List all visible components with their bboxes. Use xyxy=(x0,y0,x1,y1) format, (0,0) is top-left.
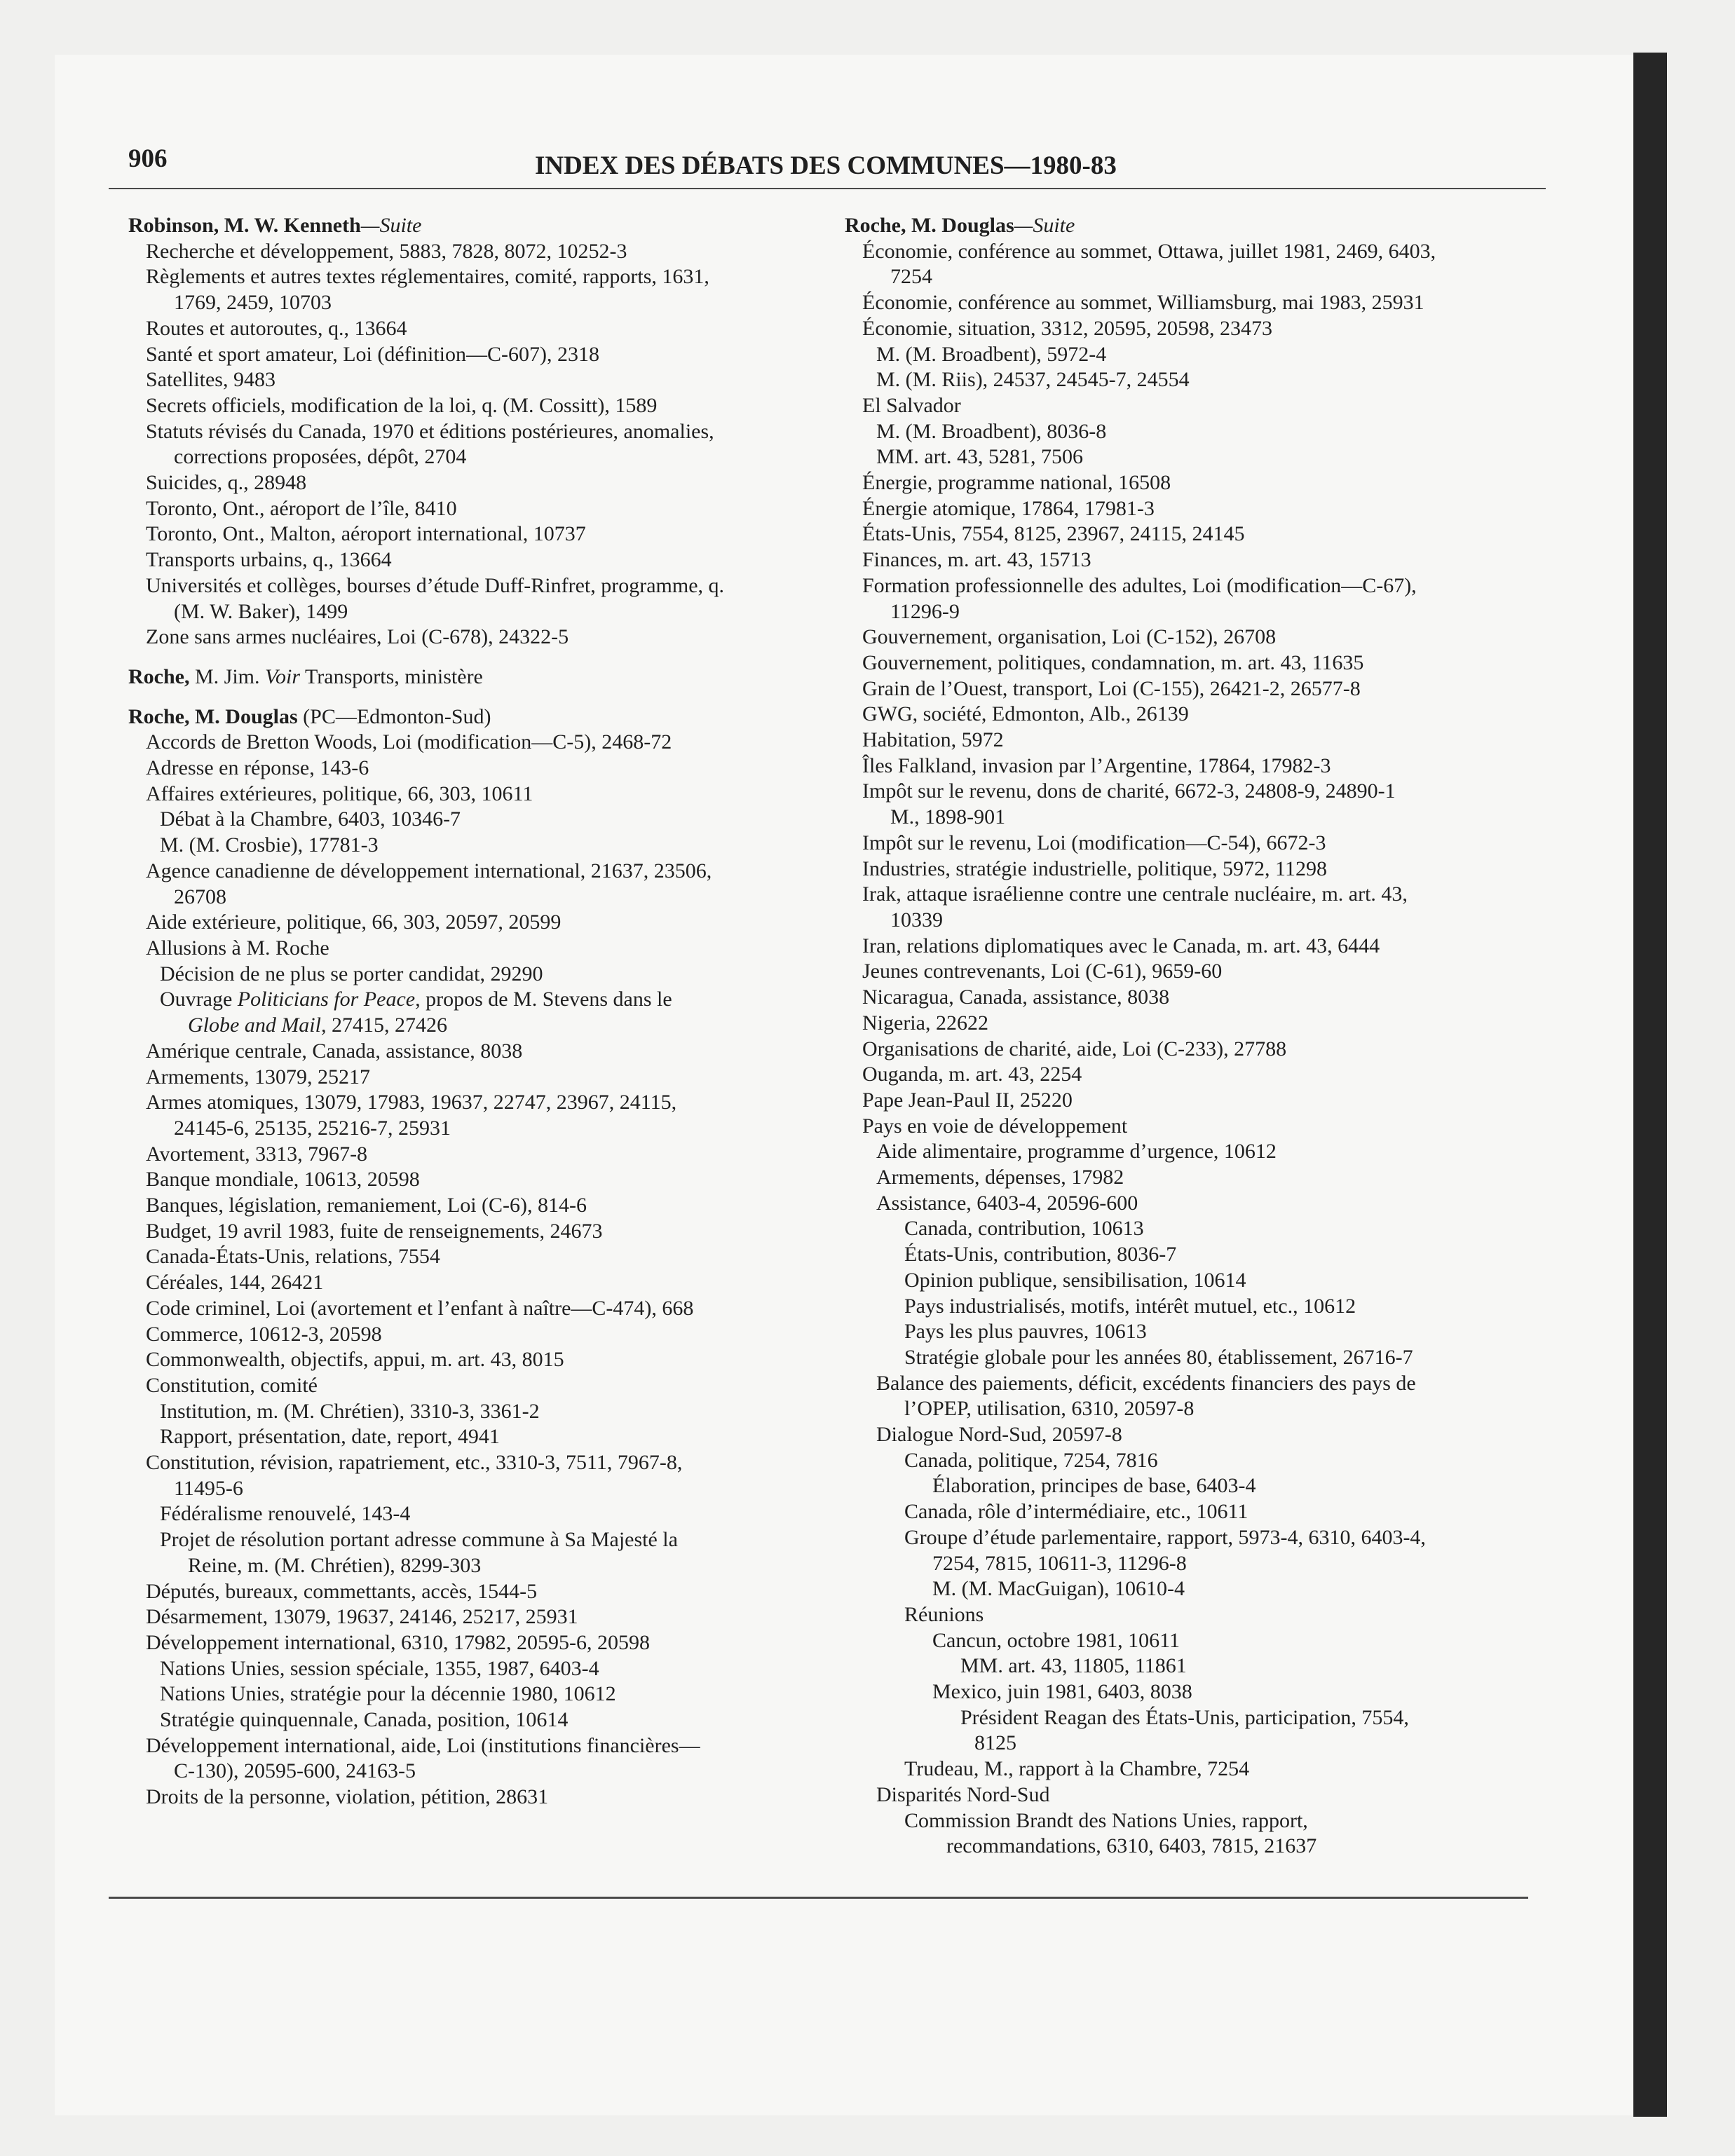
index-entry xyxy=(845,290,1553,316)
entry-text: Armements, 13079, 25217 xyxy=(146,1065,370,1089)
index-entry xyxy=(128,833,836,859)
index-entry xyxy=(128,859,836,885)
index-entry xyxy=(128,264,836,290)
header-rule xyxy=(109,188,1546,189)
entry-tail: propos de M. Stevens dans le xyxy=(420,988,672,1011)
index-entry xyxy=(128,1322,836,1348)
index-entry xyxy=(128,573,836,599)
index-entry xyxy=(128,1296,836,1322)
entry-text: Trudeau, M., rapport à la Chambre, 7254 xyxy=(904,1757,1250,1781)
index-entry xyxy=(845,959,1553,985)
index-entry xyxy=(845,1448,1553,1474)
entry-text: Satellites, 9483 xyxy=(146,368,275,392)
index-entry xyxy=(128,1244,836,1270)
index-entry xyxy=(845,1422,1553,1448)
entry-text: Banque mondiale, 10613, 20598 xyxy=(146,1168,420,1192)
entry-text: 26708 xyxy=(174,885,226,908)
index-entry xyxy=(845,1345,1553,1371)
heading-name: Roche, xyxy=(128,664,190,688)
index-entry xyxy=(128,1630,836,1656)
index-entry xyxy=(128,1373,836,1399)
entry-text: Îles Falkland, invasion par l’Argentine, 17864, 17982-3 xyxy=(862,753,1331,777)
page-number: 906 xyxy=(128,144,168,173)
entry-text: GWG, société, Edmonton, Alb., 26139 xyxy=(862,702,1189,726)
entry-text: Canada-États-Unis, relations, 7554 xyxy=(146,1245,440,1269)
index-entry xyxy=(845,1011,1553,1037)
index-heading xyxy=(845,213,1553,239)
entry-text: 7254, 7815, 10611-3, 11296-8 xyxy=(932,1551,1187,1575)
index-entry xyxy=(845,1473,1553,1499)
index-entry xyxy=(845,599,1553,625)
index-entry xyxy=(128,547,836,573)
index-entry xyxy=(845,1088,1553,1114)
entry-text: Avortement, 3313, 7967-8 xyxy=(146,1142,368,1166)
entry-text: Industries, stratégie industrielle, politique, 5972, 11298 xyxy=(862,857,1327,880)
index-entry xyxy=(845,1242,1553,1268)
entry-text: Routes et autoroutes, q., 13664 xyxy=(146,316,407,340)
entry-text: Développement international, 6310, 17982, 20595-6, 20598 xyxy=(146,1630,651,1654)
index-entry xyxy=(128,756,836,782)
running-head: INDEX DES DÉBATS DES COMMUNES—1980-83 xyxy=(535,151,1117,180)
entry-text: Armements, dépenses, 17982 xyxy=(876,1166,1124,1189)
entry-text: Droits de la personne, violation, pétition, 28631 xyxy=(146,1785,549,1809)
index-entry xyxy=(128,625,836,650)
entry-text: Pays les plus pauvres, 10613 xyxy=(904,1320,1147,1344)
index-entry xyxy=(128,393,836,419)
entry-text: Universités et collèges, bourses d’étude Duff-Rinfret, programme, q. xyxy=(146,573,725,597)
index-column-left xyxy=(128,213,836,1810)
entry-text: Zone sans armes nucléaires, Loi (C-678), 24322-5 xyxy=(146,625,569,649)
entry-text: Grain de l’Ouest, transport, Loi (C-155), 26421-2, 26577-8 xyxy=(862,676,1361,700)
entry-italic: Voir xyxy=(265,664,301,688)
entry-text: Nations Unies, session spéciale, 1355, 1987, 6403-4 xyxy=(160,1656,599,1680)
index-entry xyxy=(845,1268,1553,1294)
entry-text: M. (M. Riis), 24537, 24545-7, 24554 xyxy=(876,368,1190,392)
entry-text: Économie, conférence au sommet, Williamsburg, mai 1983, 25931 xyxy=(862,291,1424,315)
entry-text: 10339 xyxy=(890,908,943,932)
entry-text: MM. art. 43, 11805, 11861 xyxy=(960,1654,1187,1678)
entry-text: Désarmement, 13079, 19637, 24146, 25217, 25931 xyxy=(146,1605,578,1629)
entry-text: Impôt sur le revenu, Loi (modification—C-54), 6672-3 xyxy=(862,831,1326,854)
index-entry xyxy=(128,987,836,1013)
index-entry xyxy=(845,753,1553,779)
index-entry xyxy=(845,702,1553,728)
index-entry xyxy=(845,625,1553,650)
entry-text: Gouvernement, organisation, Loi (C-152), 26708 xyxy=(862,625,1277,649)
index-entry xyxy=(128,1733,836,1759)
index-entry xyxy=(128,1527,836,1553)
entry-text: Aide alimentaire, programme d’urgence, 10612 xyxy=(876,1140,1277,1164)
index-column-right xyxy=(845,213,1553,1860)
entry-text: Commission Brandt des Nations Unies, rapport, xyxy=(904,1808,1308,1832)
index-entry xyxy=(845,1139,1553,1165)
entry-text: l’OPEP, utilisation, 6310, 20597-8 xyxy=(904,1397,1195,1421)
index-entry xyxy=(845,1216,1553,1242)
entry-text: Formation professionnelle des adultes, Loi (modification—C-67), xyxy=(862,573,1417,597)
entry-text: Réunions xyxy=(904,1602,984,1626)
index-entry xyxy=(128,1579,836,1605)
entry-text: Constitution, comité xyxy=(146,1373,318,1397)
entry-text: Toronto, Ont., Malton, aéroport international, 10737 xyxy=(146,522,586,546)
entry-text: Élaboration, principes de base, 6403-4 xyxy=(932,1474,1256,1498)
footer-rule xyxy=(109,1897,1528,1899)
index-entry xyxy=(128,367,836,393)
index-entry xyxy=(128,1142,836,1168)
entry-italic: Globe and Mail, xyxy=(188,1014,327,1037)
index-entry xyxy=(128,910,836,936)
index-entry xyxy=(845,1371,1553,1397)
index-entry xyxy=(845,1628,1553,1654)
index-entry xyxy=(128,316,836,342)
index-entry xyxy=(845,857,1553,882)
entry-text: Transports urbains, q., 13664 xyxy=(146,548,392,572)
index-entry xyxy=(128,1347,836,1373)
entry-text: Développement international, aide, Loi (institutions financières— xyxy=(146,1733,700,1757)
index-entry xyxy=(845,676,1553,702)
index-entry xyxy=(128,1450,836,1476)
index-entry xyxy=(128,1399,836,1425)
index-entry xyxy=(845,934,1553,960)
entry-text: 11495-6 xyxy=(174,1476,243,1500)
scan-edge-shadow xyxy=(1633,53,1667,2117)
index-entry xyxy=(128,1270,836,1296)
index-entry xyxy=(845,1679,1553,1705)
page-header xyxy=(128,144,1544,189)
index-heading xyxy=(128,704,836,730)
entry-text: Céréales, 144, 26421 xyxy=(146,1271,324,1295)
heading-name: Roche, M. Douglas xyxy=(128,704,298,728)
index-entry xyxy=(845,831,1553,857)
index-entry xyxy=(845,496,1553,522)
entry-text: Code criminel, Loi (avortement et l’enfant à naître—C-474), 668 xyxy=(146,1296,694,1320)
entry-text: Stratégie quinquennale, Canada, position, 10614 xyxy=(160,1708,569,1732)
index-entry xyxy=(845,650,1553,676)
entry-text: Habitation, 5972 xyxy=(862,728,1004,752)
entry-text: Assistance, 6403-4, 20596-600 xyxy=(876,1191,1138,1215)
index-entry xyxy=(845,264,1553,290)
entry-text: Énergie atomique, 17864, 17981-3 xyxy=(862,496,1155,520)
index-entry xyxy=(845,1731,1553,1756)
entry-text: Débat à la Chambre, 6403, 10346-7 xyxy=(160,807,461,831)
index-entry xyxy=(128,1193,836,1219)
entry-text: 7254 xyxy=(890,265,932,289)
index-entry xyxy=(845,1808,1553,1834)
index-entry xyxy=(128,599,836,625)
index-entry xyxy=(845,1319,1553,1345)
entry-text: Groupe d’étude parlementaire, rapport, 5973-4, 6310, 6403-4, xyxy=(904,1525,1426,1549)
index-entry xyxy=(128,1553,836,1579)
index-entry xyxy=(845,342,1553,368)
entry-text: Armes atomiques, 13079, 17983, 19637, 22747, 23967, 24115, xyxy=(146,1091,677,1114)
entry-text: Gouvernement, politiques, condamnation, m. art. 43, 11635 xyxy=(862,650,1364,674)
entry-text: Jeunes contrevenants, Loi (C-61), 9659-60 xyxy=(862,960,1223,983)
entry-text: Nicaragua, Canada, assistance, 8038 xyxy=(862,985,1170,1009)
index-entry xyxy=(845,444,1553,470)
index-entry xyxy=(128,470,836,496)
entry-text: Nigeria, 22622 xyxy=(862,1011,988,1035)
entry-text: Ouvrage xyxy=(160,988,238,1011)
index-entry xyxy=(845,908,1553,934)
entry-text: Règlements et autres textes réglementaires, comité, rapports, 1631, xyxy=(146,265,709,289)
index-entry xyxy=(845,1396,1553,1422)
index-entry xyxy=(845,1062,1553,1088)
index-entry xyxy=(128,419,836,445)
index-entry xyxy=(128,342,836,368)
entry-text: Disparités Nord-Sud xyxy=(876,1782,1050,1806)
index-entry xyxy=(128,1039,836,1065)
index-heading xyxy=(128,664,836,690)
index-entry xyxy=(845,1653,1553,1679)
entry-text: Projet de résolution portant adresse commune à Sa Majesté la xyxy=(160,1528,678,1552)
entry-text: 11296-9 xyxy=(890,599,960,623)
heading-name: Roche, M. Douglas xyxy=(845,214,1014,237)
index-entry xyxy=(845,779,1553,805)
index-entry xyxy=(845,521,1553,547)
entry-text: Canada, contribution, 10613 xyxy=(904,1217,1144,1241)
entry-text: Amérique centrale, Canada, assistance, 8038 xyxy=(146,1039,523,1063)
index-entry xyxy=(845,1602,1553,1628)
index-entry xyxy=(128,290,836,316)
entry-text: Président Reagan des États-Unis, participation, 7554, xyxy=(960,1705,1409,1729)
entry-text: Opinion publique, sensibilisation, 10614 xyxy=(904,1268,1246,1292)
entry-text: Économie, conférence au sommet, Ottawa, juillet 1981, 2469, 6403, xyxy=(862,239,1436,263)
index-entry xyxy=(845,239,1553,265)
entry-text: Statuts révisés du Canada, 1970 et éditions postérieures, anomalies, xyxy=(146,419,714,443)
entry-text: Budget, 19 avril 1983, fuite de renseignements, 24673 xyxy=(146,1219,603,1243)
entry-text: Décision de ne plus se porter candidat, 29290 xyxy=(160,962,543,985)
entry-text: M. (M. Broadbent), 5972-4 xyxy=(876,342,1107,366)
index-entry xyxy=(845,547,1553,573)
entry-text: Pape Jean-Paul II, 25220 xyxy=(862,1088,1073,1112)
entry-text: Institution, m. (M. Chrétien), 3310-3, 3361-2 xyxy=(160,1399,540,1423)
entry-text: Reine, m. (M. Chrétien), 8299-303 xyxy=(188,1553,482,1577)
entry-text: Allusions à M. Roche xyxy=(146,936,329,960)
entry-text: Économie, situation, 3312, 20595, 20598, 23473 xyxy=(862,316,1272,340)
index-entry xyxy=(845,316,1553,342)
index-entry xyxy=(128,521,836,547)
index-entry xyxy=(128,885,836,910)
index-entry xyxy=(845,1499,1553,1525)
index-entry xyxy=(128,936,836,962)
entry-text: M. (M. Broadbent), 8036-8 xyxy=(876,419,1107,443)
entry-text: Commerce, 10612-3, 20598 xyxy=(146,1322,382,1346)
index-entry xyxy=(128,1116,836,1142)
index-entry xyxy=(845,419,1553,445)
entry-text: Aide extérieure, politique, 66, 303, 20597, 20599 xyxy=(146,910,562,934)
index-entry xyxy=(845,1834,1553,1860)
entry-italic: Politicians for Peace, xyxy=(237,988,421,1011)
entry-text: corrections proposées, dépôt, 2704 xyxy=(174,445,467,469)
entry-text: Ouganda, m. art. 43, 2254 xyxy=(862,1063,1082,1086)
entry-text: Adresse en réponse, 143-6 xyxy=(146,756,369,780)
entry-text: Banques, législation, remaniement, Loi (C-6), 814-6 xyxy=(146,1194,587,1217)
entry-text: M. Jim. xyxy=(189,664,266,688)
index-entry xyxy=(845,1114,1553,1140)
index-entry xyxy=(128,782,836,807)
index-entry xyxy=(845,1165,1553,1191)
entry-text: Énergie, programme national, 16508 xyxy=(862,471,1171,495)
index-entry xyxy=(845,367,1553,393)
index-entry xyxy=(845,1525,1553,1551)
entry-text: Affaires extérieures, politique, 66, 303, 10611 xyxy=(146,782,533,805)
index-entry xyxy=(845,1191,1553,1217)
entry-text: Commonwealth, objectifs, appui, m. art. 43, 8015 xyxy=(146,1348,564,1372)
entry-text: Agence canadienne de développement international, 21637, 23506, xyxy=(146,859,712,882)
entry-text: Iran, relations diplomatiques avec le Canada, m. art. 43, 6444 xyxy=(862,934,1380,957)
index-entry xyxy=(128,962,836,988)
entry-text: M. (M. MacGuigan), 10610-4 xyxy=(932,1577,1185,1601)
index-entry xyxy=(845,882,1553,908)
entry-text: MM. art. 43, 5281, 7506 xyxy=(876,445,1083,469)
index-entry xyxy=(845,1756,1553,1782)
index-entry xyxy=(128,1656,836,1682)
entry-text: Mexico, juin 1981, 6403, 8038 xyxy=(932,1680,1192,1704)
continued-marker: —Suite xyxy=(360,214,422,237)
entry-text: Accords de Bretton Woods, Loi (modification—C-5), 2468-72 xyxy=(146,730,672,754)
entry-text: Nations Unies, stratégie pour la décennie 1980, 10612 xyxy=(160,1682,616,1706)
entry-text: Finances, m. art. 43, 15713 xyxy=(862,548,1091,572)
entry-text: Irak, attaque israélienne contre une centrale nucléaire, m. art. 43, xyxy=(862,882,1408,906)
index-entry xyxy=(128,1065,836,1091)
index-entry xyxy=(845,470,1553,496)
index-entry xyxy=(845,805,1553,831)
entry-text: Impôt sur le revenu, dons de charité, 6672-3, 24808-9, 24890-1 xyxy=(862,779,1396,803)
entry-text: M. (M. Crosbie), 17781-3 xyxy=(160,833,379,857)
entry-text: Députés, bureaux, commettants, accès, 1544-5 xyxy=(146,1579,538,1603)
index-entry xyxy=(845,728,1553,753)
entry-text: Canada, politique, 7254, 7816 xyxy=(904,1448,1158,1472)
index-entry xyxy=(128,1013,836,1039)
entry-text: Balance des paiements, déficit, excédents financiers des pays de xyxy=(876,1371,1416,1395)
entry-text: (M. W. Baker), 1499 xyxy=(174,599,348,623)
entry-text: Fédéralisme renouvelé, 143-4 xyxy=(160,1502,411,1526)
index-entry xyxy=(128,1707,836,1733)
entry-text: Secrets officiels, modification de la loi, q. (M. Cossitt), 1589 xyxy=(146,393,658,417)
entry-text: Constitution, révision, rapatriement, etc., 3310-3, 7511, 7967-8, xyxy=(146,1451,683,1475)
entry-text: 1769, 2459, 10703 xyxy=(174,291,332,315)
entry-text: Suicides, q., 28948 xyxy=(146,471,307,495)
entry-text: Recherche et développement, 5883, 7828, 8072, 10252-3 xyxy=(146,239,627,263)
heading-name: Robinson, M. W. Kenneth xyxy=(128,214,361,237)
entry-text: États-Unis, contribution, 8036-7 xyxy=(904,1243,1177,1267)
index-entry xyxy=(128,730,836,756)
entry-text: Stratégie globale pour les années 80, établissement, 26716-7 xyxy=(904,1345,1413,1369)
index-entry xyxy=(845,1782,1553,1808)
entry-tail: Transports, ministère xyxy=(300,664,483,688)
entry-text: États-Unis, 7554, 8125, 23967, 24115, 24145 xyxy=(862,522,1245,546)
index-entry xyxy=(128,807,836,833)
index-entry xyxy=(128,1476,836,1502)
index-entry xyxy=(845,573,1553,599)
index-entry xyxy=(128,1424,836,1450)
index-entry xyxy=(128,1219,836,1245)
continued-marker: —Suite xyxy=(1014,214,1075,237)
entry-text: Rapport, présentation, date, report, 4941 xyxy=(160,1425,500,1449)
entry-text: 24145-6, 25135, 25216-7, 25931 xyxy=(174,1116,451,1140)
index-entry xyxy=(845,1294,1553,1320)
entry-tail: 27415, 27426 xyxy=(326,1014,447,1037)
entry-text: Pays industrialisés, motifs, intérêt mutuel, etc., 10612 xyxy=(904,1294,1356,1318)
entry-text: 8125 xyxy=(974,1731,1016,1755)
index-entry xyxy=(128,1090,836,1116)
entry-text: recommandations, 6310, 6403, 7815, 21637 xyxy=(946,1834,1317,1858)
entry-text: M., 1898-901 xyxy=(890,805,1006,829)
index-entry xyxy=(128,1501,836,1527)
index-entry xyxy=(845,393,1553,419)
index-entry xyxy=(128,1604,836,1630)
entry-text: Toronto, Ont., aéroport de l’île, 8410 xyxy=(146,496,457,520)
index-entry xyxy=(845,1576,1553,1602)
index-entry xyxy=(128,444,836,470)
index-entry xyxy=(845,985,1553,1011)
index-entry xyxy=(128,239,836,265)
index-entry xyxy=(845,1037,1553,1063)
index-entry xyxy=(128,496,836,522)
index-entry xyxy=(845,1705,1553,1731)
entry-text: El Salvador xyxy=(862,393,961,417)
index-entry xyxy=(128,1785,836,1810)
entry-tail: (PC—Edmonton-Sud) xyxy=(297,704,491,728)
index-heading xyxy=(128,213,836,239)
entry-text: Cancun, octobre 1981, 10611 xyxy=(932,1628,1180,1652)
index-entry xyxy=(128,1167,836,1193)
entry-text: Dialogue Nord-Sud, 20597-8 xyxy=(876,1423,1122,1447)
entry-text: Canada, rôle d’intermédiaire, etc., 10611 xyxy=(904,1500,1248,1524)
index-entry xyxy=(128,1759,836,1785)
index-entry xyxy=(128,1681,836,1707)
entry-text: Santé et sport amateur, Loi (définition—C-607), 2318 xyxy=(146,342,599,366)
entry-text: C-130), 20595-600, 24163-5 xyxy=(174,1759,416,1783)
entry-text: Pays en voie de développement xyxy=(862,1114,1128,1138)
index-entry xyxy=(845,1551,1553,1577)
entry-text: Organisations de charité, aide, Loi (C-233), 27788 xyxy=(862,1037,1287,1060)
